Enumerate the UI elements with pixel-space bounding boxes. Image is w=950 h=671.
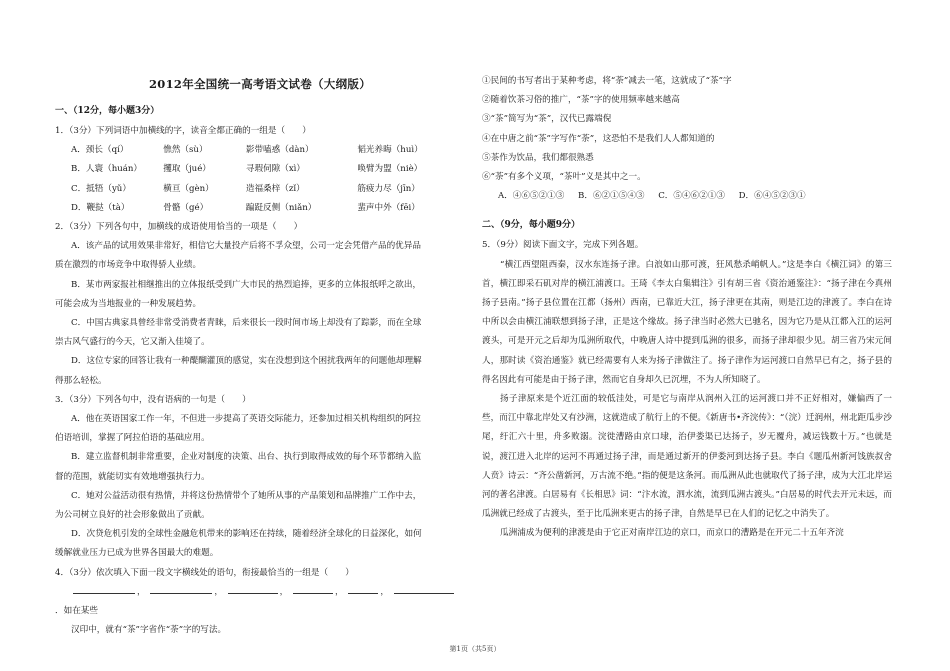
question-5-stem: 5．（9分）阅读下面文字，完成下列各题。	[482, 240, 644, 251]
q1-c-item-2: 横亘（gèn）	[163, 183, 214, 194]
q4-line2: 汉印中，就有“茶”字省作“荼”字的写法。	[71, 625, 227, 636]
q1-option-row-d	[55, 199, 463, 218]
q4-options	[482, 187, 892, 206]
q4-blanks-tail: ．如在某些	[55, 606, 98, 617]
q2-option-b-line1: B．某市两家报社相继推出的立体报纸受到广大市民的热烈追捧，更多的立体报纸呼之欲出，	[71, 279, 422, 290]
q2-option-d-line1: D．这位专家的回答让我有一种醍醐灌顶的感觉，实在没想到这个困扰我两年的问题他却理解	[71, 356, 422, 367]
answer-blank	[73, 583, 135, 594]
section-heading-2: 二、（9分，每小题9分）	[482, 220, 581, 231]
answer-blank	[293, 583, 333, 594]
q1-c-item-1: C．抵牾（yǔ）	[71, 183, 131, 194]
q1-b-item-3: 寻瑕伺隙（xì）	[245, 164, 306, 175]
page-footer: 第1页（共5页）	[449, 645, 501, 653]
paper-title: 2012年全国统一高考语文试卷（大纲版）	[148, 77, 371, 91]
q1-c-item-3: 造福桑梓（zǐ）	[245, 183, 305, 194]
q3-option-c-line1: C．她对公益活动很有热情，并将这份热情带个了她所从事的产品策划和品牌推广工作中去，	[71, 490, 422, 501]
answer-blank	[348, 583, 378, 594]
q3-option-a-line1: A．他在英语国家工作一年，不但进一步提高了英语交际能力，还参加过相关机构组织的阿拉	[71, 414, 421, 425]
q1-d-item-1: D．鞭挞（tà）	[71, 202, 130, 213]
q3-option-a-line2: 伯语培训，掌握了阿拉伯语的基础应用。	[55, 433, 210, 444]
q4-item-5: ⑤茶作为饮品，我们都很熟悉	[482, 152, 594, 163]
question-4-stem: 4．（3分）依次填入下面一段文字横线处的语句，衔接最恰当的一组是（ ）	[55, 567, 354, 578]
q3-option-d-line1: D．次贷危机引发的全球性金融危机带来的影响还在持续，随着经济全球化的日益深化，如何	[71, 529, 422, 540]
question-1-stem: 1．（3分）下列词语中加横线的字，读音全都正确的一组是（ ）	[55, 126, 311, 136]
q4-item-3: ③“茶”简写为“茶”，汉代已露端倪	[482, 114, 612, 125]
q1-c-item-4: 筋疲力尽（jīn）	[357, 183, 420, 194]
q4-option-b: B．⑥②①⑤④③	[578, 191, 645, 202]
q1-a-item-4: 韬光养晦（huì）	[357, 145, 423, 156]
section-heading-1: 一、（12分，每小题3分）	[55, 106, 160, 116]
q4-item-2: ②随着饮茶习俗的推广，“茶”字的使用频率越来越高	[482, 95, 680, 106]
q4-item-1: ①民间的书写者出于某种考虑，将“荼”减去一笔，这就成了“茶”字	[482, 76, 732, 86]
q4-option-c: C．⑤④⑥②①③	[658, 191, 725, 202]
q4-option-a: A．④⑥⑤②①③	[498, 191, 565, 202]
q2-option-b-line2: 可能会成为当地报业的一种发展趋势。	[55, 298, 202, 309]
q2-option-c-line1: C．中国古典家具曾经非常受消费者青睐，后来很长一段时间市场上却没有了踪影，而在全球	[71, 318, 422, 329]
q1-option-row-a	[55, 141, 463, 160]
q1-a-item-1: A．颈长（qí）	[71, 145, 129, 156]
q1-b-item-1: B．人寰（huán）	[71, 164, 143, 175]
q1-d-item-3: 蹁跹反侧（niǎn）	[245, 202, 317, 213]
q1-a-item-2: 憔然（sù）	[163, 145, 208, 156]
q4-blanks-line: ， ， ， ， ， ．如在某些	[55, 583, 463, 621]
q1-option-row-c	[55, 180, 463, 199]
q3-option-b-line2: 督的范围，就能切实有效地增强执行力。	[55, 471, 210, 482]
q4-item-4: ④在中唐之前“茶”字写作“荼”，这恐怕不是我们人人都知道的	[482, 133, 715, 144]
answer-blank	[228, 583, 278, 594]
q2-option-a-line2: 质在激烈的市场竞争中取得骄人业绩。	[55, 260, 202, 271]
q5-paragraph-3: 瓜洲浦成为便利的津渡是由于它正对南岸江边的京口，而京口的漕路是在开元二十五年齐浣	[500, 528, 844, 539]
q1-b-item-2: 攫取（jué）	[163, 164, 211, 175]
q3-option-d-line2: 缓解就业压力已成为世界各国最大的难题。	[55, 548, 219, 559]
question-3-stem: 3．（3分）下列各句中，没有语病的一句是（ ）	[55, 394, 251, 405]
q4-item-6: ⑥“荼”有多个义项，“茶叶”义是其中之一。	[482, 172, 646, 183]
q1-d-item-2: 骨骼（gé）	[163, 202, 209, 213]
left-column	[55, 100, 463, 640]
q1-b-item-4: 唤臂为盟（niè）	[357, 164, 423, 175]
q2-option-c-line2: 崇古风气盛行的今天，它又渐入佳境了。	[55, 337, 210, 348]
q2-option-a-line1: A．该产品的试用效果非常好，相信它大量投产后将不孚众望，公司一定会凭借产品的优异品	[71, 241, 421, 252]
q3-option-c-line2: 为公司树立良好的社会形象做出了贡献。	[55, 510, 210, 521]
q1-a-item-3: 影带嗑惑（dàn）	[245, 145, 314, 156]
q4-option-d: D．⑥④⑤②③①	[738, 191, 806, 202]
q1-d-item-4: 蜚声中外（fēi）	[357, 202, 420, 213]
q5-paragraph-2: 扬子津原来是个近江面的较低洼处，可是它与南岸从润州入江的运河渡口并不正好相对，嫌偏西了一些，而江中靠北岸处又有沙洲，这就造成了航行上的不便。《新唐书•齐浣传》：“（浣）迁润州，州北距瓜步沙尾，纡汇六十里，舟多败溺。浣徙漕路由京口埭，治伊娄渠已达扬子，岁无覆舟，减运钱数十万。”也就是说，渡江进入北岸的运河不再通过扬子津，而是通过新开的伊娄河到达扬子县。李白《题瓜州新河饯族叔舍人贲》诗云：“齐公凿新河，万古流不绝。”指的便是这条河。而瓜洲从此也就取代了扬子津，成为大江北岸运河的著名津渡。白居易有《长相思》词：“汴水流，泗水流，流到瓜洲古渡头。”白居易的时代去开元未远，而瓜洲就已经成了古渡头，至于比瓜洲来更古的扬子津，自然是早已在人们的记忆之中消失了。	[482, 394, 892, 520]
answer-blank	[150, 583, 212, 594]
q3-option-b-line1: B．建立监督机制非常重要，企业对制度的决策、出台、执行到取得成效的每个环节都纳入监	[71, 452, 422, 463]
q1-option-row-b	[55, 160, 463, 179]
right-column	[482, 72, 892, 544]
q2-option-d-line2: 得那么轻松。	[55, 375, 107, 386]
answer-blank	[394, 583, 454, 594]
question-2-stem: 2．（3分）下列各句中，加横线的成语使用恰当的一项是（ ）	[55, 222, 303, 233]
q5-paragraph-1: “横江西望阻西秦，汉水东连扬子津。白浪如山那可渡，狂风愁杀峭帆人。”这是李白《横江词》的第三首，横江即采石矶对岸的横江浦渡口。王琦《李太白集辑注》引有胡三省《资治通鉴注》：“扬子津在今真州扬子县南。”扬子县位置在江都（扬州）西南，已靠近大江，扬子津更在其南，则是江边的津渡了。李白在诗中所以会由横江浦联想到扬子津，正是这个缘故。扬子津当时必然大已驰名，因为它乃是从江都入江的运河渡头，可是开元之后却为瓜洲所取代，中晚唐人诗中提到瓜洲的很多，而扬子津却很少见。胡三省乃宋元间人，那时读《资治通鉴》就已经需要有人来为扬子津做注了。扬子津作为运河渡口自然早已有之，扬子县的得名因此有可能是由于扬子津，然而它自身却久已沉埋，不为人所知晓了。	[482, 259, 892, 385]
